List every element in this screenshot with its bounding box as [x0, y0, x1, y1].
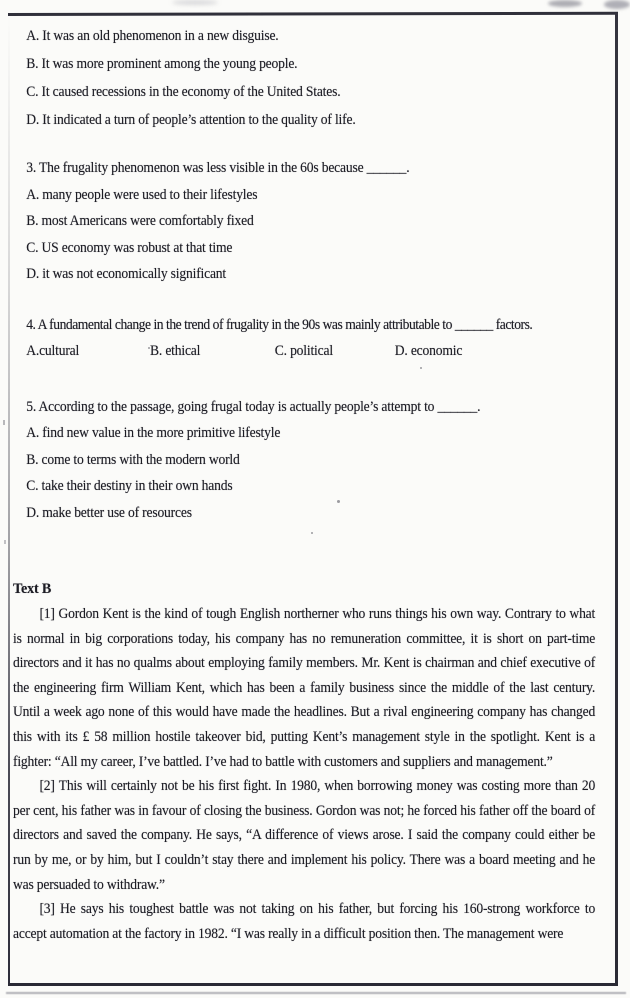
page-border-top — [8, 12, 618, 16]
passage-paragraph: [1] Gordon Kent is the kind of tough English northerner who runs things his own way. Contrary to what is normal in big corporations today, his company has no remuneration committee, it is short on part-time directors and it has no qualms about employing family members. Mr. Kent is chairman and chief executive of the engineering firm William Kent, which has been a family business since the middle of the last century. Until a week ago none of this would have made the headlines. But a rival engineering company has changed this with its £ 58 million hostile takeover bid, putting Kent’s management style in the spotlight. Kent is a fighter: “All my career, I’ve battled. I’ve had to battle with customers and suppliers and management.” — [13, 606, 596, 770]
answer-option: D. It indicated a turn of people’s attention to the quality of life. — [26, 112, 356, 128]
answer-option: B. come to terms with the modern world — [26, 451, 240, 468]
scan-speck — [4, 540, 6, 544]
answer-option: C. take their destiny in their own hands — [26, 478, 233, 494]
answer-option: D. make better use of resources — [26, 504, 192, 521]
scan-smudge — [548, 0, 582, 7]
passage-text-b — [13, 576, 595, 946]
question-3-block — [13, 155, 595, 288]
answer-options-row — [26, 338, 595, 365]
answer-option: D. economic — [394, 343, 463, 359]
answer-option: D. it was not economically significant — [26, 266, 227, 282]
question-stem: 5. According to the passage, going frugal today is actually people’s attempt to ______. — [26, 398, 481, 415]
question-stem: 3. The frugality phenomenon was less visible in the 60s because ______. — [26, 160, 410, 176]
question-4-block — [13, 312, 595, 365]
scan-smudge — [172, 0, 218, 5]
page-border-bottom — [8, 983, 618, 986]
answer-option: A. find new value in the more primitive lifestyle — [26, 425, 281, 441]
page-border-right — [615, 13, 618, 985]
answer-option: A. many people were used to their lifestyles — [26, 186, 258, 203]
answer-option: A.cultural — [26, 343, 80, 359]
answer-option: C. It caused recessions in the economy of the United States. — [26, 84, 341, 100]
question-stem: 4. A fundamental change in the trend of frugality in the 90s was mainly attributable to ______ factors. — [26, 316, 533, 333]
answer-option: A. It was an old phenomenon in a new disguise. — [26, 28, 279, 44]
answer-option: B. It was more prominent among the young people. — [26, 56, 298, 72]
answer-option: B. most Americans were comfortably fixed — [26, 213, 254, 229]
answer-option: C. US economy was robust at that time — [26, 239, 233, 256]
page-border-left — [8, 14, 10, 985]
scan-speck — [3, 420, 5, 425]
scan-smudge — [604, 0, 630, 9]
page-content — [13, 20, 595, 946]
answer-option: B. ethical — [150, 343, 201, 359]
scan-edge-shadow — [6, 992, 626, 994]
answer-option: C. political — [274, 343, 333, 359]
question-2-options-block — [13, 20, 595, 134]
passage-paragraph: [2] This will certainly not be his first fight. In 1980, when borrowing money was costing more than 20 per cent, his father was in favour of closing the business. Gordon was not; he forced his father off the board of directors and saved the company. He says, “A difference of views arose. I said the company could either be run by me, or by him, but I couldn’t stay there and implement his policy. There was a board meeting and he was persuaded to withdraw.” — [13, 778, 596, 893]
question-5-block — [13, 394, 595, 527]
passage-paragraph: [3] He says his toughest battle was not taking on his father, but forcing his 160-strong workforce to accept automation at the factory in 1982. “I was really in a difficult position then. The management were — [13, 901, 596, 942]
passage-heading: Text B — [13, 581, 52, 597]
